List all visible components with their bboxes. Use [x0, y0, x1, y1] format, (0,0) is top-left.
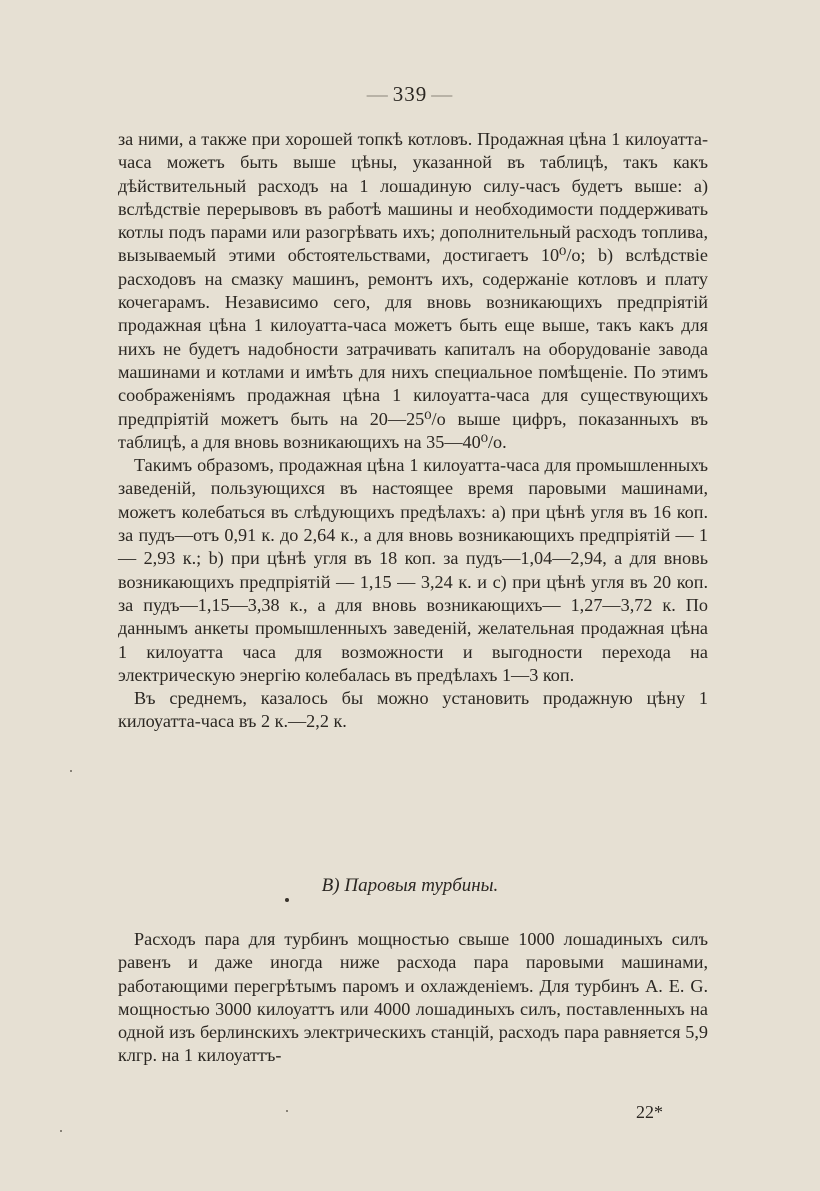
section-heading: В) Паровыя турбины. [321, 875, 499, 896]
print-speck [60, 1130, 62, 1132]
paragraph-continuation: за ними, а также при хорошей топкѣ котловъ. Продажная цѣна 1 килоуатта-часа можетъ быть выше цѣны, указанной въ таблицѣ, такъ какъ дѣйствительный расходъ на 1 лошадиную силу-часъ будетъ выше: а) вслѣдствіе перерывовъ въ работѣ машины и необходимости поддерживать котлы подъ парами или разогрѣвать ихъ; дополнительный расходъ топлива, вызываемый этими обстоятельствами, достигаетъ 10⁰/о; b) вслѣдствіе расходовъ на смазку машинъ, ремонтъ ихъ, содержаніе котловъ и плату кочегарамъ. Независимо сего, для вновь возникающихъ предпріятій продажная цѣна 1 килоуатта-часа можетъ быть еще выше, такъ какъ для нихъ не будетъ надобности затрачивать капиталъ на оборудованіе завода машинами и котлами и имѣть для нихъ специальное помѣщеніе. По этимъ соображеніямъ продажная цѣна 1 килоуатта-часа для существующихъ предпріятій можетъ быть на 20—25⁰/о выше цифръ, показанныхъ въ таблицѣ, а для вновь возникающихъ на 35—40⁰/о. [118, 129, 708, 452]
print-speck [285, 898, 289, 902]
signature-mark: 22* [636, 1102, 663, 1122]
print-speck [70, 770, 72, 772]
paragraph-turbines: Расходъ пара для турбинъ мощностью свыше 1000 лошадиныхъ силъ равенъ и даже иногда ниже расхода пара паровыми машинами, работающими перегрѣтымъ паромъ и охлажденіемъ. Для турбинъ А. Е. G. мощностью 3000 килоуаттъ или 4000 лошадиныхъ силъ, поставленныхъ на одной изъ берлинскихъ электрическихъ станцій, расходъ пара равняется 5,9 клгр. на 1 килоуаттъ- [118, 929, 708, 1066]
body-text-upper [118, 128, 708, 734]
body-text-lower [118, 928, 708, 1068]
page-number-dash-left: — [366, 82, 389, 106]
paragraph-average-price: Въ среднемъ, казалось бы можно установить продажную цѣну 1 килоуатта-часа въ 2 к.—2,2 к. [118, 688, 708, 732]
page-header [0, 82, 820, 107]
page-number: 339 [392, 82, 428, 106]
print-speck [286, 1110, 288, 1112]
page-number-dash-right: — [431, 82, 454, 106]
paragraph-price-ranges: Такимъ образомъ, продажная цѣна 1 килоуатта-часа для промышленныхъ заведеній, пользующихся въ настоящее время паровыми машинами, можетъ колебаться въ слѣдующихъ предѣлахъ: а) при цѣнѣ угля въ 16 коп. за пудъ—отъ 0,91 к. до 2,64 к., а для вновь возникающихъ предпріятій — 1 — 2,93 к.; b) при цѣнѣ угля въ 18 коп. за пудъ—1,04—2,94, а для вновь возникающихъ предпріятій — 1,15 — 3,24 к. и с) при цѣнѣ угля въ 20 коп. за пудъ—1,15—3,38 к., а для вновь возникающихъ— 1,27—3,72 к. По даннымъ анкеты промышленныхъ заведеній, желательная продажная цѣна 1 килоуатта часа для возможности и выгодности перехода на электрическую энергію колебалась въ предѣлахъ 1—3 коп. [118, 455, 708, 685]
